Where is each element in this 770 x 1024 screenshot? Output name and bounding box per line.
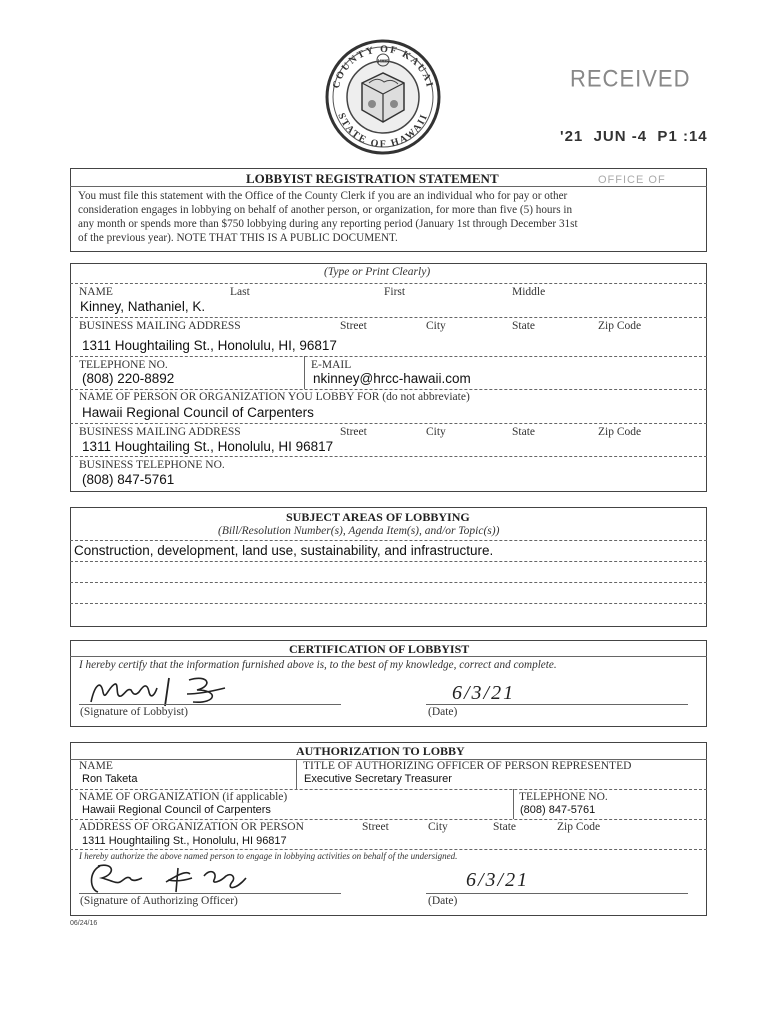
statement-text — [78, 189, 706, 245]
email-value: nkinney@hrcc-hawaii.com — [313, 371, 471, 386]
lobbyist-signature-label: (Signature of Lobbyist) — [80, 706, 188, 718]
org-address-label: BUSINESS MAILING ADDRESS — [79, 426, 241, 438]
authorization-statement: I hereby authorize the above named person to engage in lobbying activities on behalf of the undersigned. — [79, 851, 458, 861]
subject-title: SUBJECT AREAS OF LOBBYING — [286, 510, 470, 524]
certification-date-line — [426, 704, 688, 705]
divider — [70, 456, 707, 457]
auth-name-label: NAME — [79, 760, 113, 772]
business-address-value: 1311 Houghtailing St., Honolulu, HI, 96817 — [82, 338, 337, 353]
certification-statement: I hereby certify that the information furnished above is, to the best of my knowledge, correct and complete. — [79, 659, 557, 671]
officer-title-label: TITLE OF AUTHORIZING OFFICER OF PERSON REPRESENTED — [303, 760, 632, 772]
business-address-label: BUSINESS MAILING ADDRESS — [79, 320, 241, 332]
telephone-label: TELEPHONE NO. — [79, 359, 168, 371]
statement-line: any month or spends more than $750 lobbying during any reporting period (January 1st through December 31st — [78, 218, 578, 230]
zip-label: Zip Code — [598, 426, 642, 438]
divider — [70, 789, 707, 790]
state-label: State — [512, 426, 535, 438]
telephone-value: (808) 220-8892 — [82, 371, 175, 386]
statement-line: of the previous year). NOTE THAT THIS IS A PUBLIC DOCUMENT. — [78, 232, 398, 244]
office-stamp: OFFICE OF — [598, 174, 666, 186]
org-address-value: 1311 Houghtailing St., Honolulu, HI 96817 — [82, 439, 334, 454]
officer-signature-line — [79, 893, 341, 894]
org-telephone-label: BUSINESS TELEPHONE NO. — [79, 459, 225, 471]
state-label: State — [512, 320, 535, 332]
statement-line: You must file this statement with the Office of the County Clerk if you are an individual who for pay or other — [78, 190, 568, 202]
last-label: Last — [230, 286, 250, 298]
print-instruction: (Type or Print Clearly) — [324, 266, 431, 278]
middle-label: Middle — [512, 286, 546, 298]
authorizing-officer-signature — [86, 860, 256, 896]
form-code: 06/24/16 — [70, 920, 98, 927]
divider — [70, 561, 707, 562]
statement-line: consideration engages in lobbying on behalf of another person, or organization, for more than five (5) hours in — [78, 204, 573, 216]
officer-signature-label: (Signature of Authorizing Officer) — [80, 895, 238, 907]
received-stamp: RECEIVED — [570, 64, 691, 93]
subject-subtitle: (Bill/Resolution Number(s), Agenda Item(s), and/or Topic(s)) — [218, 525, 500, 537]
organization-value: Hawaii Regional Council of Carpenters — [82, 405, 314, 420]
authorization-title: AUTHORIZATION TO LOBBY — [296, 744, 465, 758]
lobbyist-signature-line — [79, 704, 341, 705]
divider — [70, 283, 707, 284]
street-label: Street — [340, 426, 367, 438]
divider — [70, 423, 707, 424]
street-label: Street — [362, 821, 389, 833]
name-label: NAME — [79, 286, 113, 298]
statement-title: LOBBYIST REGISTRATION STATEMENT — [246, 171, 499, 186]
auth-name-value: Ron Taketa — [82, 773, 138, 785]
divider — [70, 317, 707, 318]
divider — [70, 849, 707, 850]
certification-date-label: (Date) — [428, 706, 458, 718]
state-label: State — [493, 821, 516, 833]
zip-label: Zip Code — [598, 320, 642, 332]
authorization-date-label: (Date) — [428, 895, 458, 907]
divider — [70, 582, 707, 583]
divider — [70, 819, 707, 820]
certification-date-value: 6/3/21 — [452, 682, 516, 704]
officer-title-value: Executive Secretary Treasurer — [304, 773, 452, 785]
seal-bottom-text: STATE OF HAWAII — [335, 111, 431, 151]
first-label: First — [384, 286, 406, 298]
certification-title: CERTIFICATION OF LOBBYIST — [289, 642, 470, 656]
divider — [70, 356, 707, 357]
divider — [513, 789, 514, 819]
divider — [70, 656, 707, 657]
street-label: Street — [340, 320, 367, 332]
org-telephone-value: (808) 847-5761 — [82, 472, 175, 487]
city-label: City — [426, 426, 446, 438]
organization-label: NAME OF PERSON OR ORGANIZATION YOU LOBBY FOR (do not abbreviate) — [79, 391, 470, 403]
zip-label: Zip Code — [557, 821, 601, 833]
lobbyist-name-value: Kinney, Nathaniel, K. — [80, 299, 206, 314]
divider — [70, 603, 707, 604]
divider — [304, 356, 305, 389]
divider — [296, 759, 297, 789]
auth-telephone-value: (808) 847-5761 — [520, 804, 596, 816]
city-label: City — [428, 821, 448, 833]
authorization-date-line — [426, 893, 688, 894]
auth-address-value: 1311 Houghtailing St., Honolulu, HI 96817 — [82, 835, 287, 847]
auth-org-label: NAME OF ORGANIZATION (if applicable) — [79, 791, 288, 803]
county-seal — [322, 38, 444, 156]
divider — [70, 186, 707, 187]
auth-telephone-label: TELEPHONE NO. — [519, 791, 608, 803]
city-label: City — [426, 320, 446, 332]
seal-year: 1905 — [377, 59, 389, 65]
email-label: E-MAIL — [311, 359, 352, 371]
divider — [70, 540, 707, 541]
subject-value: Construction, development, land use, sustainability, and infrastructure. — [74, 543, 494, 558]
auth-address-label: ADDRESS OF ORGANIZATION OR PERSON — [79, 821, 304, 833]
received-date-stamp: '21 JUN -4 P1 :14 — [560, 128, 708, 145]
divider — [70, 389, 707, 390]
authorization-date-value: 6/3/21 — [466, 869, 530, 891]
seal-top-text: COUNTY OF KAUAI — [330, 43, 436, 90]
auth-org-value: Hawaii Regional Council of Carpenters — [82, 804, 271, 816]
